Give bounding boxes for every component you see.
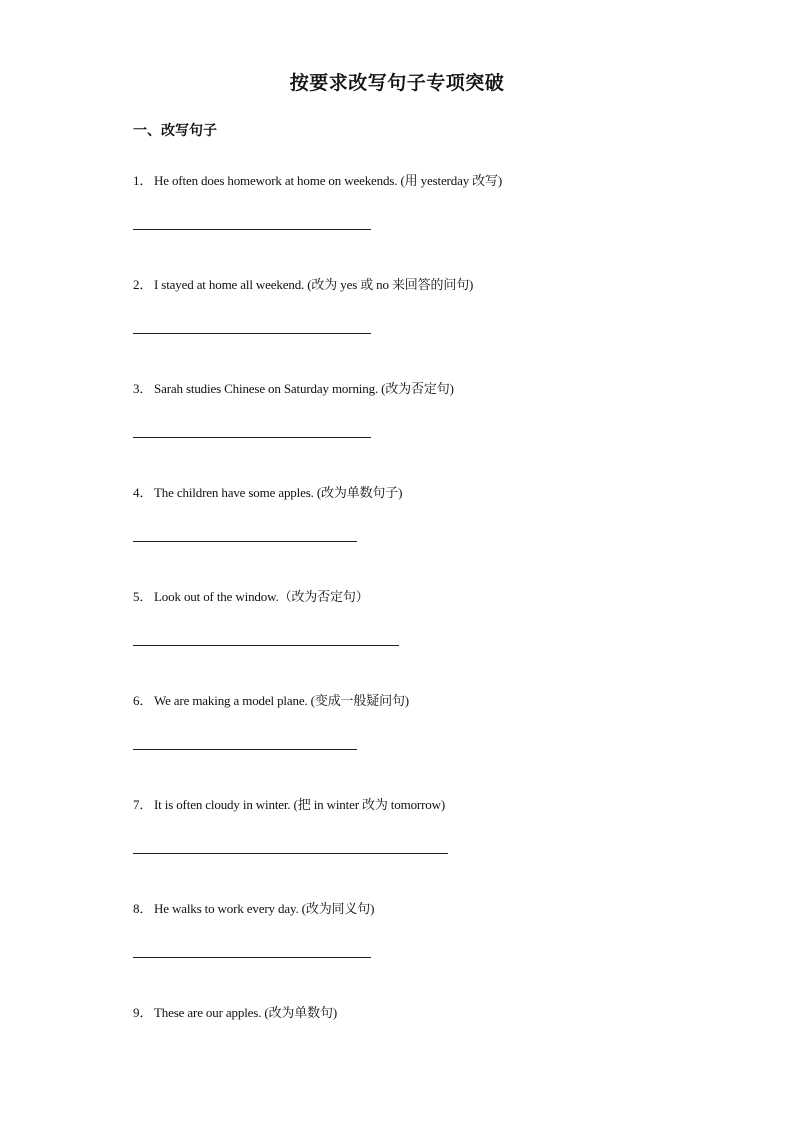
question-item	[133, 900, 693, 918]
question-text	[133, 484, 693, 502]
question-item	[133, 276, 693, 294]
question-prompt: It is often cloudy in winter. (把 in winter 改为 tomorrow)	[154, 797, 446, 812]
question-number: 5．	[133, 589, 153, 604]
question-item	[133, 588, 693, 606]
question-item	[133, 1004, 693, 1022]
question-number: 6．	[133, 693, 153, 708]
question-prompt: Look out of the window.（改为否定句）	[154, 589, 369, 604]
question-number: 4．	[133, 485, 153, 500]
question-item	[133, 796, 693, 814]
question-text	[133, 380, 693, 398]
answer-line[interactable]	[133, 437, 371, 438]
question-text	[133, 692, 693, 710]
question-number: 1．	[133, 173, 153, 188]
question-number: 3．	[133, 381, 153, 396]
answer-line[interactable]	[133, 645, 399, 646]
question-number: 8．	[133, 901, 153, 916]
question-prompt: These are our apples. (改为单数句)	[154, 1005, 338, 1020]
question-text	[133, 796, 693, 814]
question-text	[133, 588, 693, 606]
answer-line[interactable]	[133, 749, 357, 750]
question-prompt: He often does homework at home on weekends. (用 yesterday 改写)	[154, 173, 503, 188]
question-number: 9．	[133, 1005, 153, 1020]
section-heading: 一、改写句子	[133, 123, 217, 139]
question-item	[133, 380, 693, 398]
question-item	[133, 484, 693, 502]
question-text	[133, 1004, 693, 1022]
answer-line[interactable]	[133, 333, 371, 334]
question-item	[133, 172, 693, 190]
answer-line[interactable]	[133, 853, 448, 854]
page-title: 按要求改写句子专项突破	[289, 72, 505, 94]
question-prompt: I stayed at home all weekend. (改为 yes 或 no 来回答的问句)	[154, 277, 474, 292]
question-prompt: We are making a model plane. (变成一般疑问句)	[154, 693, 409, 708]
question-prompt: He walks to work every day. (改为同义句)	[154, 901, 375, 916]
question-text	[133, 276, 693, 294]
question-prompt: The children have some apples. (改为单数句子)	[154, 485, 403, 500]
question-number: 7．	[133, 797, 153, 812]
question-text	[133, 172, 693, 190]
question-text	[133, 900, 693, 918]
question-prompt: Sarah studies Chinese on Saturday morning. (改为否定句)	[154, 381, 454, 396]
answer-line[interactable]	[133, 229, 371, 230]
question-item	[133, 692, 693, 710]
answer-line[interactable]	[133, 541, 357, 542]
answer-line[interactable]	[133, 957, 371, 958]
question-number: 2．	[133, 277, 153, 292]
